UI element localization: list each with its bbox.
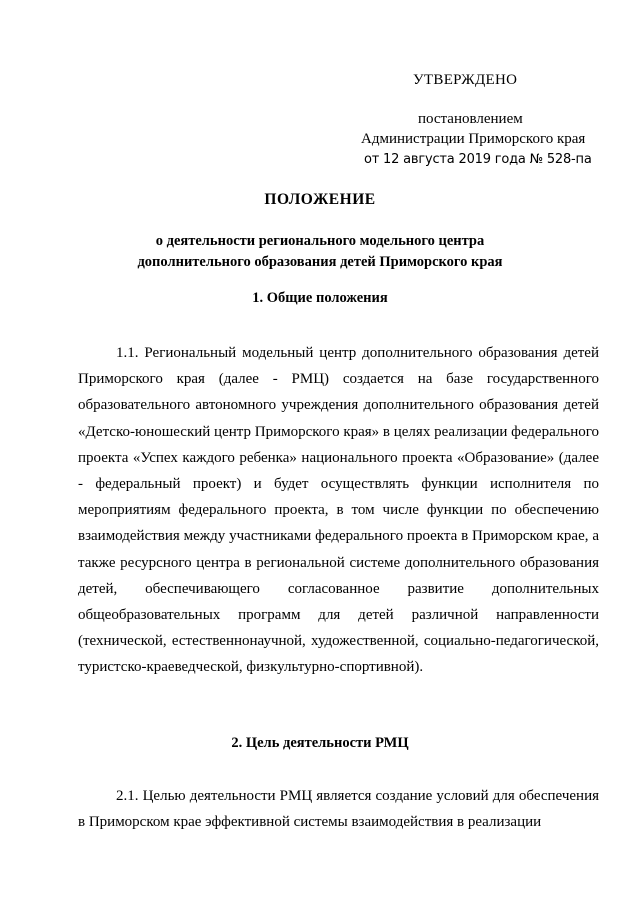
approval-title: УТВЕРЖДЕНО [413, 72, 518, 88]
document-title: ПОЛОЖЕНИЕ [264, 191, 376, 208]
approval-line-date-number: от 12 августа 2019 года № 528-па [364, 152, 592, 167]
section-1-paragraph: 1.1. Региональный модельный центр дополнительного образования детей Приморского края (далее - РМЦ) создается на базе государственного образовательного автономного учреждения дополнительного образования детей «Детско-юношеский центр Приморского края» в целях реализации федерального проекта «Успех каждого ребенка» национального проекта «Образование» (далее - федеральный проект) и будет осуществлять функции исполнителя по мероприятиям федерального проекта, в том числе функции по обеспечению взаимодействия между участниками федерального проекта в Приморском крае, а также ресурсного центра в региональной системе дополнительного образования детей, обеспечивающего согласованное развитие дополнительных общеобразовательных программ для детей различной направленности (технической, естественнонаучной, художественной, социально-педагогической, туристско-краеведческой, физкультурно-спортивной). [78, 345, 600, 676]
subtitle-line-2: дополнительного образования детей Приморского края [137, 254, 503, 270]
approval-line-administration: Администрации Приморского края [361, 131, 586, 147]
section-2-paragraph: 2.1. Целью деятельности РМЦ является создание условий для обеспечения в Приморском крае эффективной системы взаимодействия в реализации [78, 788, 599, 831]
document-subtitle [0, 231, 640, 273]
section-1-heading: 1. Общие положения [252, 290, 388, 306]
approval-line-resolution: постановлением [418, 111, 523, 127]
subtitle-line-1: о деятельности регионального модельного центра [155, 233, 485, 249]
section-2-heading: 2. Цель деятельности РМЦ [231, 735, 409, 751]
